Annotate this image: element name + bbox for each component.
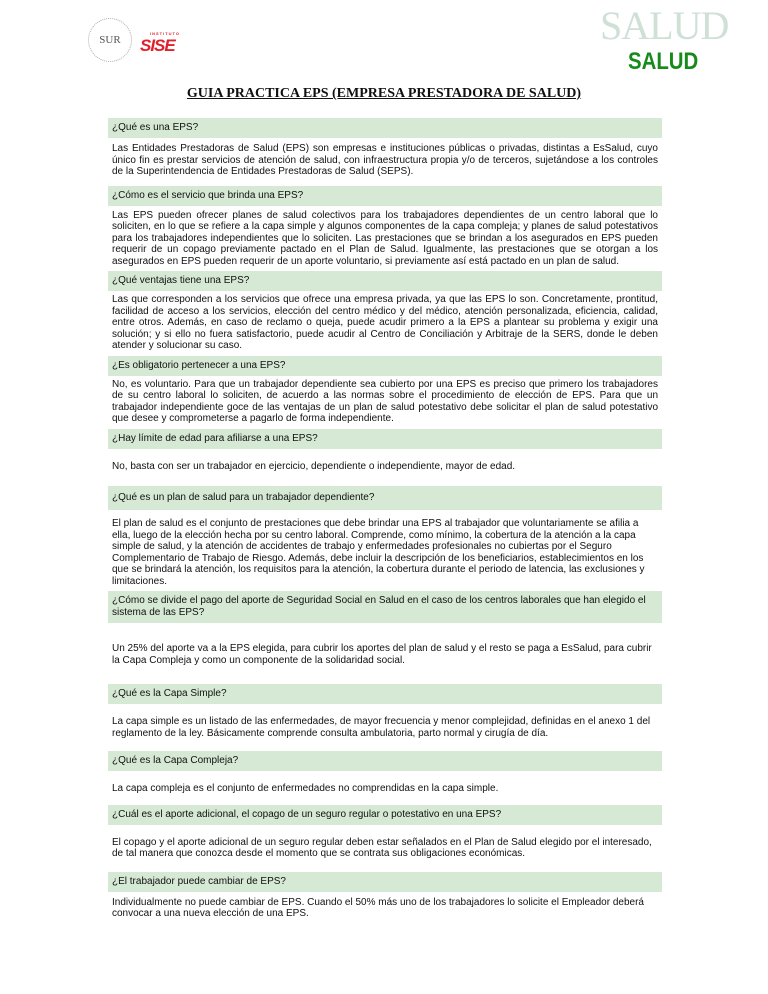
faq-question: ¿Qué es un plan de salud para un trabajador dependiente?	[108, 486, 662, 510]
faq-section	[108, 591, 662, 666]
faq-question: ¿Qué es una EPS?	[108, 118, 662, 138]
faq-section	[108, 118, 662, 178]
salud-logo: SALUD	[628, 48, 699, 75]
faq-answer: No, es voluntario. Para que un trabajador dependiente sea cubierto por una EPS es preciso que primero los trabajadores de su centro laboral lo soliciten, de acuerdo a las normas sobre el procedimiento de elección de EPS. Para que un trabajador independiente goce de las ventajas de un plan de salud potestativo debe solicitar el plan de salud potestativo que desee y comprometerse a pagarlo de forma independiente.	[112, 378, 658, 424]
faq-question: ¿Cómo se divide el pago del aporte de Seguridad Social en Salud en el caso de los centros laborales que han elegido el sistema de las EPS?	[108, 591, 662, 623]
salud-watermark: SALUD	[600, 3, 729, 48]
faq-question: ¿El trabajador puede cambiar de EPS?	[108, 872, 662, 892]
faq-answer: El copago y el aporte adicional de un seguro regular deben estar señalados en el Plan de Salud elegido por el interesado, de tal manera que conozca desde el momento que se contrata sus obligaciones económicas.	[112, 836, 652, 859]
faq-answer: Un 25% del aporte va a la EPS elegida, para cubrir los aportes del plan de salud y el resto se paga a EsSalud, para cubrir la Capa Compleja y como un componente de la solidaridad social.	[112, 643, 652, 666]
faq-answer: Las que corresponden a los servicios que ofrece una empresa privada, ya que las EPS lo son. Concretamente, prontitud, facilidad de acceso a los servicios, elección del centro médico y del médico, atención personalizada, eficiencia, calidad, entre otros. Además, en caso de reclamo o queja, puede acudir primero a la EPS a plantear su problema y exigir una solución; y si ello no fuera satisfactorio, puede acudir al Centro de Conciliación y Arbitraje de la SERS, donde le deben atender y solucionar su caso.	[112, 294, 658, 351]
faq-section	[108, 684, 662, 739]
faq-answer: La capa compleja es el conjunto de enfermedades no comprendidas en la capa simple.	[112, 783, 499, 794]
faq-section	[108, 429, 662, 473]
page-title: GUIA PRACTICA EPS (EMPRESA PRESTADORA DE SALUD)	[186, 86, 582, 101]
faq-question: ¿Qué ventajas tiene una EPS?	[108, 271, 662, 291]
faq-section	[108, 186, 662, 268]
faq-answer: Las EPS pueden ofrecer planes de salud colectivos para los trabajadores dependientes de un centro laboral que lo soliciten, en lo que se refiere a la capa simple y algunos componentes de la capa compleja; y planes de salud potestativos para los trabajadores independientes que lo soliciten. Las prestaciones que se brindan a los asegurados en EPS pueden requerir de un copago previamente pactado en el Plan de Salud. Igualmente, las prestaciones que se otorgan a los asegurados en EPS pueden requerir de un aporte voluntario, si previamente así está pactado en un plan de salud.	[112, 209, 658, 267]
faq-answer: Las Entidades Prestadoras de Salud (EPS) son empresas e instituciones públicas o privadas, distintas a EsSalud, cuyo único fin es prestar servicios de atención de salud, con infraestructura propia y/o de terceros, sujetándose a los controles de la Superintendencia de Entidades Prestadoras de Salud (SEPS).	[112, 143, 658, 177]
faq-question: ¿Qué es la Capa Simple?	[108, 684, 662, 704]
faq-answer: Individualmente no puede cambiar de EPS. Cuando el 50% más uno de los trabajadores lo solicite el Empleador deberá convocar a una nueva elección de una EPS.	[112, 896, 644, 919]
faq-section	[108, 486, 662, 587]
faq-question: ¿Cuál es el aporte adicional, el copago de un seguro regular o potestativo en una EPS?	[108, 805, 662, 825]
faq-section	[108, 271, 662, 352]
faq-answer: No, basta con ser un trabajador en ejercicio, dependiente o independiente, mayor de edad.	[112, 460, 516, 472]
faq-question: ¿Cómo es el servicio que brinda una EPS?	[108, 186, 662, 206]
faq-question: ¿Es obligatorio pertenecer a una EPS?	[108, 356, 662, 376]
faq-section	[108, 872, 662, 920]
sur-logo-text: SUR	[99, 34, 121, 46]
faq-question: ¿Hay límite de edad para afiliarse a una EPS?	[108, 429, 662, 449]
institute-label: INSTITUTO	[150, 31, 181, 36]
faq-list	[108, 118, 662, 924]
faq-answer: La capa simple es un listado de las enfermedades, de mayor frecuencia y menor complejidad, definidas en el anexo 1 del reglamento de la ley. Básicamente comprende consulta ambulatoria, parto normal y cirugía de día.	[112, 716, 651, 739]
sur-logo	[88, 18, 132, 62]
faq-section	[108, 356, 662, 425]
faq-answer: El plan de salud es el conjunto de prestaciones que debe brindar una EPS al trabajador que voluntariamente se afilia a ella, luego de la elección hecha por su centro laboral. Comprende, como mínimo, la cobertura de la atención a la capa simple de salud, y la atención de accidentes de trabajo y enfermedades profesionales no cubiertas por el Seguro Complementario de Trabajo de Riesgo. Además, debe incluir la descripción de los beneficiarios, establecimientos en los que se brindará la atención, los requisitos para la atención, la cobertura durante el periodo de latencia, las exclusiones y limitaciones.	[112, 518, 645, 587]
faq-section	[108, 751, 662, 795]
faq-section	[108, 805, 662, 860]
faq-question: ¿Qué es la Capa Compleja?	[108, 751, 662, 771]
sise-logo: SISE	[140, 36, 175, 55]
